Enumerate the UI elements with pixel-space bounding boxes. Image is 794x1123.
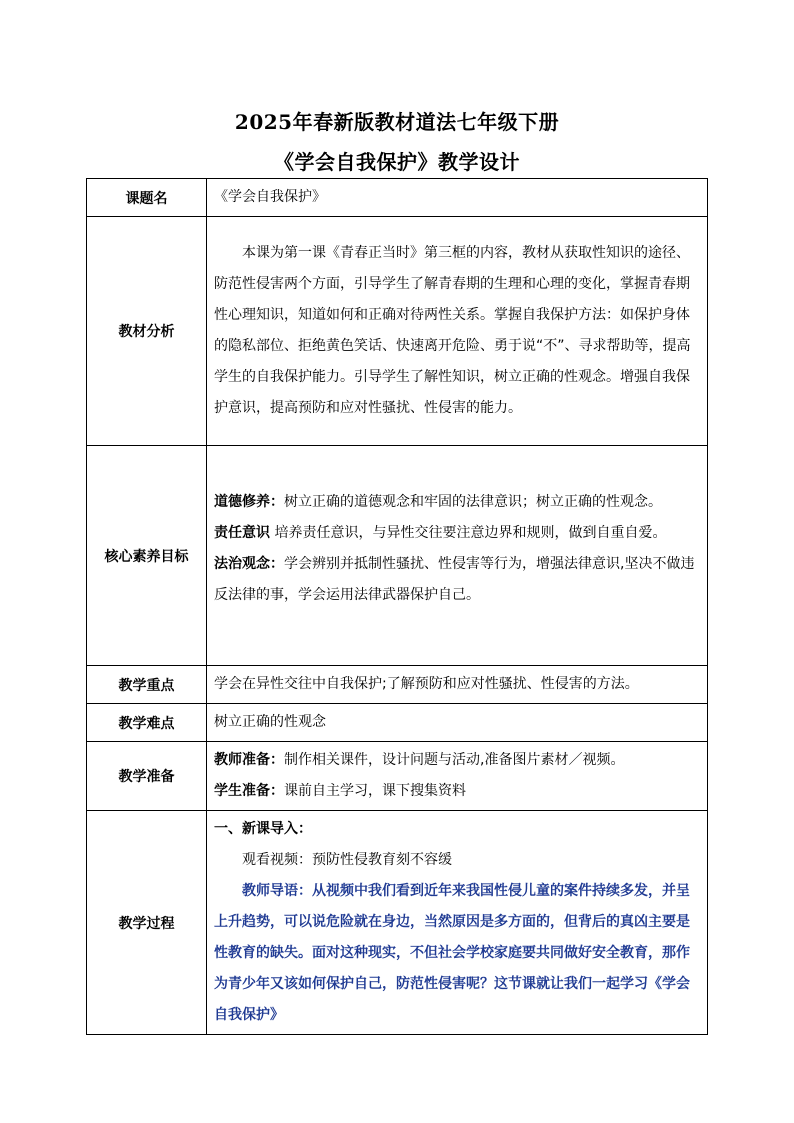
core-item-text: 学会辨别并抵制性骚扰、性侵害等行为，增强法律意识,坚决不做违反法律的事，学会运用法律武器保护自己。 <box>214 555 695 603</box>
row-key-points <box>87 666 708 704</box>
teacher-prep-head: 教师准备： <box>214 752 284 768</box>
value-process <box>207 811 708 1035</box>
lesson-plan-table <box>86 178 708 1035</box>
row-analysis <box>87 217 708 446</box>
student-prep-head: 学生准备： <box>214 783 284 799</box>
process-video: 观看视频：预防性侵教育刻不容缓 <box>242 852 452 868</box>
core-item-morality <box>214 487 700 518</box>
analysis-text: 本课为第一课《青春正当时》第三框的内容，教材从获取性知识的途径、防范性侵害两个方面，引导学生了解青春期的生理和心理的变化，掌握青春期性心理知识，知道如何和正确对待两性关系。掌握自我保护方法：如保护身体的隐私部位、拒绝黄色笑话、快速离开危险、勇于说“不”、寻求帮助等，提高学生的自我保护能力。引导学生了解性知识，树立正确的性观念。增强自我保护意识，提高预防和应对性骚扰、性侵害的能力。 <box>214 245 691 416</box>
value-core-goals <box>207 446 708 666</box>
label-analysis: 教材分析 <box>87 217 207 446</box>
teacher-prep <box>214 745 700 776</box>
core-item-head: 法治观念： <box>214 555 284 572</box>
label-difficulty: 教学难点 <box>87 704 207 742</box>
row-core-goals <box>87 446 708 666</box>
student-prep-text: 课前自主学习，课下搜集资料 <box>284 783 466 799</box>
document-title: 2025年春新版教材道法七年级下册 <box>234 110 560 134</box>
core-item-responsibility <box>214 518 700 549</box>
value-key-points: 学会在异性交往中自我保护;了解预防和应对性骚扰、性侵害的方法。 <box>207 666 708 704</box>
process-teacher-guide: 教师导语：从视频中我们看到近年来我国性侵儿童的案件持续多发，并呈上升趋势，可以说危险就在身边，当然原因是多方面的，但背后的真凶主要是性教育的缺失。面对这种现实，不但社会学校家庭要共同做好安全教育，那作为青少年又该如何保护自己，防范性侵害呢？这节课就让我们一起学习《学会自我保护》 <box>214 883 690 1023</box>
row-difficulty <box>87 704 708 742</box>
row-process <box>87 811 708 1035</box>
value-topic: 《学会自我保护》 <box>207 179 708 217</box>
label-core-goals: 核心素养目标 <box>87 446 207 666</box>
core-item-head: 道德修养： <box>214 493 284 510</box>
label-key-points: 教学重点 <box>87 666 207 704</box>
core-item-text: 培养责任意识，与异性交往要注意边界和规则，做到自重自爱。 <box>270 524 667 541</box>
row-preparation <box>87 742 708 811</box>
student-prep <box>214 776 700 807</box>
teacher-prep-text: 制作相关课件，设计问题与活动,准备图片素材／视频。 <box>284 752 625 768</box>
label-topic: 课题名 <box>87 179 207 217</box>
core-item-head: 责任意识 <box>214 524 270 541</box>
label-process: 教学过程 <box>87 811 207 1035</box>
document-subtitle: 《学会自我保护》教学设计 <box>274 150 520 174</box>
value-analysis <box>207 217 708 446</box>
value-difficulty: 树立正确的性观念 <box>207 704 708 742</box>
core-item-text: 树立正确的道德观念和牢固的法律意识；树立正确的性观念。 <box>284 493 662 510</box>
row-topic <box>87 179 708 217</box>
value-preparation <box>207 742 708 811</box>
process-section-title: 一、新课导入： <box>214 821 312 837</box>
core-item-law <box>214 549 700 611</box>
label-preparation: 教学准备 <box>87 742 207 811</box>
